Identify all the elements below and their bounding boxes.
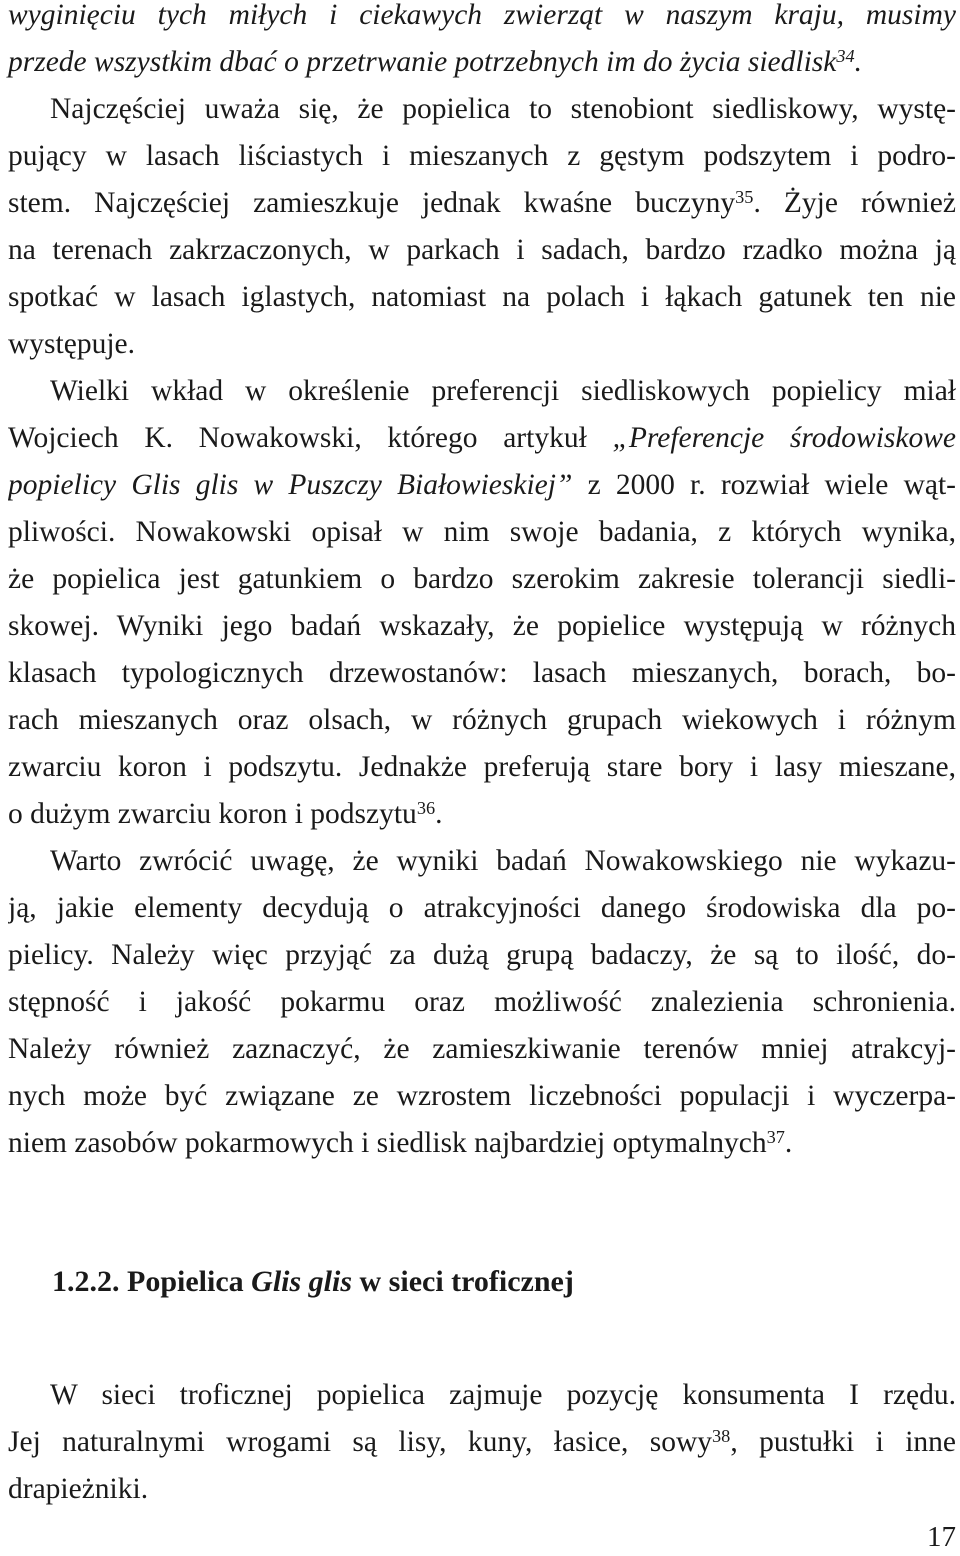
- body-text-section: [8, 1372, 956, 1513]
- text-line: Wielki wkład w określenie preferencji siedliskowych popielicy miał: [50, 375, 956, 407]
- text-line: skowej. Wyniki jego badań wskazały, że popielice występują w różnych: [8, 610, 956, 642]
- text-line: na terenach zakrzaczonych, w parkach i sadach, bardzo rzadko można ją: [8, 234, 956, 266]
- text-line: nych może być związane ze wzrostem liczebności populacji i wyczerpa-: [8, 1080, 956, 1112]
- text-line: niem zasobów pokarmowych i siedlisk najbardziej optymalnych$^{37}$.: [8, 1126, 793, 1159]
- text-line: rach mieszanych oraz olsach, w różnych grupach wiekowych i różnym: [8, 704, 956, 736]
- footnote-ref[interactable]: 36: [416, 797, 436, 818]
- text-line: stem. Najczęściej zamieszkuje jednak kwaśne buczyny$^{35}$. Żyje również: [8, 186, 956, 219]
- text-line: zwarciu koron i podszytu. Jednakże preferują stare bory i lasy mieszane,: [8, 751, 956, 783]
- text-line: popielicy Glis glis w Puszczy Białowieskiej” z 2000 r. rozwiał wiele wąt-: [8, 469, 956, 501]
- footnote-ref[interactable]: 37: [766, 1126, 785, 1147]
- text-line: Najczęściej uważa się, że popielica to stenobiont siedliskowy, wystę-: [50, 93, 956, 125]
- text-line: pujący w lasach liściastych i mieszanych z gęstym podszytem i podro-: [8, 140, 956, 172]
- text-line: wyginięciu tych miłych i ciekawych zwierząt w naszym kraju, musimy: [8, 0, 956, 31]
- text-line: W sieci troficznej popielica zajmuje pozycję konsumenta I rzędu.: [50, 1379, 956, 1411]
- text-line: że popielica jest gatunkiem o bardzo szerokim zakresie tolerancji siedli-: [8, 563, 956, 595]
- text-line: drapieżniki.: [8, 1473, 149, 1505]
- text-line: Warto zwrócić uwagę, że wyniki badań Nowakowskiego nie wykazu-: [50, 845, 956, 877]
- text-line: Należy również zaznaczyć, że zamieszkiwanie terenów mniej atrakcyj-: [8, 1033, 956, 1065]
- section-heading: 1.2.2. Popielica Glis glis w sieci troficznej: [52, 1265, 574, 1298]
- text-line: stępność i jakość pokarmu oraz możliwość znalezienia schronienia.: [8, 986, 956, 1018]
- text-line: o dużym zwarciu koron i podszytu$^{36}$.: [8, 797, 443, 830]
- footnote-ref[interactable]: 34: [836, 45, 855, 66]
- section-number: 1.2.2.: [52, 1265, 120, 1298]
- text-line: spotkać w lasach iglastych, natomiast na polach i łąkach gatunek ten nie: [8, 281, 956, 313]
- page-number: 17: [927, 1521, 956, 1553]
- article-title: „Preferencje środowiskowe: [612, 422, 956, 454]
- footnote-ref[interactable]: 38: [712, 1425, 731, 1446]
- species-name: Glis glis: [251, 1265, 353, 1298]
- text-line: pielicy. Należy więc przyjąć za dużą grupą badaczy, że są to ilość, do-: [8, 939, 956, 971]
- text-line: przede wszystkim dbać o przetrwanie potrzebnych im do życia siedlisk$^{34}$.: [8, 45, 863, 78]
- text-line: pliwości. Nowakowski opisał w nim swoje badania, z których wynika,: [8, 516, 956, 548]
- text-line: ją, jakie elementy decydują o atrakcyjności danego środowiska dla po-: [8, 892, 956, 924]
- text-line: występuje.: [8, 328, 135, 360]
- footnote-ref[interactable]: 35: [735, 186, 754, 207]
- text-line: Wojciech K. Nowakowski, którego artykuł „Preferencje środowiskowe: [8, 422, 956, 454]
- text-line: klasach typologicznych drzewostanów: lasach mieszanych, borach, bo-: [8, 657, 956, 689]
- article-title: popielicy Glis glis w Puszczy Białowieskiej”: [8, 469, 573, 501]
- text-line: Jej naturalnymi wrogami są lisy, kuny, łasice, sowy$^{38}$, pustułki i inne: [8, 1425, 956, 1458]
- body-text-top: [8, 0, 956, 1167]
